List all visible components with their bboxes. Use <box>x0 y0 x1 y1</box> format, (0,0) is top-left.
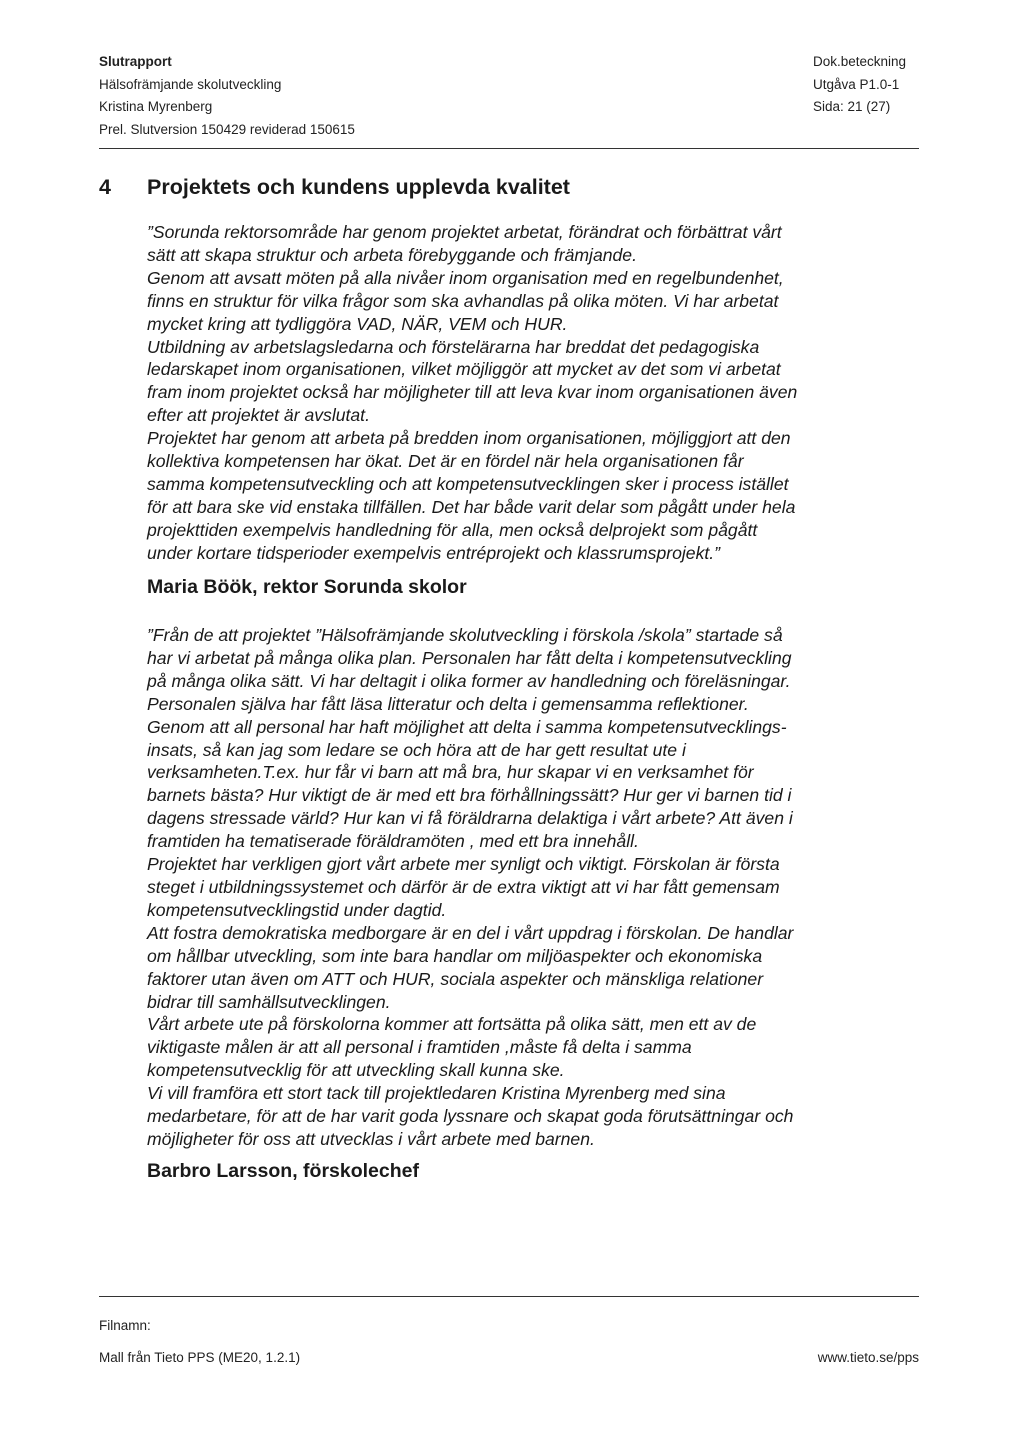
document-type: Slutrapport <box>99 54 172 69</box>
quote-line: insats, så kan jag som ledare se och höra att de har gett resultat ute i <box>147 739 686 760</box>
quote-line: mycket kring att tydliggöra VAD, NÄR, VEM och HUR. <box>147 313 568 334</box>
quote-line: Projektet har verkligen gjort vårt arbete mer synligt och viktigt. Förskolan är första <box>147 854 780 875</box>
section-heading <box>99 172 570 202</box>
quote-line: ”Från de att projektet ”Hälsofrämjande skolutveckling i förskola /skola” startade så <box>147 625 783 645</box>
quote-line: om hållbar utveckling, som inte bara handlar om miljöaspekter och ekonomiska <box>147 945 763 966</box>
quote-line: på många olika sätt. Vi har deltagit i olika former av handledning och föreläsningar. <box>147 670 791 691</box>
doc-id-label: Dok.beteckning <box>813 54 907 69</box>
quote-line: Att fostra demokratiska medborgare är en del i vårt uppdrag i förskolan. De handlar <box>147 922 794 943</box>
quote-line: ”Sorunda rektorsområde har genom projektet arbetat, förändrat och förbättrat vårt <box>147 222 782 242</box>
header-right <box>813 51 906 119</box>
page-header <box>99 51 919 161</box>
edition: Utgåva P1.0-1 <box>813 76 900 92</box>
quote-line: Vi vill framföra ett stort tack till projektledaren Kristina Myrenberg med sina <box>147 1083 726 1104</box>
template-note: Mall från Tieto PPS (ME20, 1.2.1) <box>99 1350 301 1365</box>
quote-line: har vi arbetat på många olika plan. Personalen har fått delta i kompetensutveckling <box>147 647 792 668</box>
quote-line: under kortare tidsperioder exempelvis entréprojekt och klassrumsprojekt.” <box>147 542 721 563</box>
quote-line: steget i utbildningssystemet och därför är de extra viktigt att vi har fått gemensam <box>147 876 780 897</box>
quote-line: faktorer utan även om ATT och HUR, sociala aspekter och mänskliga relationer <box>147 968 764 989</box>
quote-line: möjligheter för oss att utvecklas i vårt arbete med barnen. <box>147 1128 595 1149</box>
quote-line: Projektet har genom att arbeta på bredden inom organisationen, möjliggjort att den <box>147 428 791 449</box>
version-note: Prel. Slutversion 150429 reviderad 150615 <box>99 121 355 137</box>
quote-line: Personalen själva har fått läsa litteratur och delta i gemensamma reflektioner. <box>147 693 749 714</box>
quote-line: kompetensutvecklig för att utveckling skall kunna ske. <box>147 1060 565 1081</box>
quote-line: fram inom projektet också har möjligheter till att leva kvar inom organisationen även <box>147 382 798 403</box>
quote-line: sätt att skapa struktur och arbeta förebyggande och främjande. <box>147 244 637 265</box>
project-name: Hälsofrämjande skolutveckling <box>99 76 282 92</box>
page-number: Sida: 21 (27) <box>813 99 891 114</box>
file-name-label: Filnamn: <box>99 1318 151 1333</box>
quote-line: dagens stressade värld? Hur kan vi få föräldrarna delaktiga i vårt arbete? Att även i <box>147 808 793 829</box>
quote-line: barnets bästa? Hur viktigt de är med ett bra förhållningssätt? Hur ger vi barnen tid i <box>147 785 792 806</box>
header-left <box>99 51 355 141</box>
section-number: 4 <box>99 175 111 199</box>
header-divider <box>99 148 919 149</box>
author-name: Kristina Myrenberg <box>99 99 213 114</box>
quote-line: finns en struktur för vilka frågor som ska avhandlas på olika möten. Vi har arbetat <box>147 290 779 311</box>
quote-line: för att bara ske vid enstaka tillfällen. Det har både varit delar som pågått under hela <box>147 496 796 517</box>
quote-line: Vårt arbete ute på förskolorna kommer att fortsätta på olika sätt, men ett av de <box>147 1014 757 1035</box>
quote-line: Genom att all personal har haft möjlighet att delta i samma kompetensutvecklings- <box>147 716 787 737</box>
quote-line: framtiden ha tematiserade föräldramöten , med ett bra innehåll. <box>147 831 639 852</box>
quote-forskola <box>147 624 907 1151</box>
quote-line: kompetensutvecklingstid under dagtid. <box>147 899 447 920</box>
quote-line: kollektiva kompetensen har ökat. Det är en fördel när hela organisationen får <box>147 451 744 472</box>
footer-divider <box>99 1296 919 1297</box>
quote-line: samma kompetensutveckling och att kompetensutvecklingen sker i process istället <box>147 473 789 494</box>
quote-line: Genom att avsatt möten på alla nivåer inom organisation med en regelbundenhet, <box>147 267 784 288</box>
quote-line: Utbildning av arbetslagsledarna och förstelärarna har breddat det pedagogiska <box>147 336 760 357</box>
quote-line: viktigaste målen är att all personal i framtiden ,måste få delta i samma <box>147 1037 692 1058</box>
quote-line: efter att projektet är avslutat. <box>147 405 370 426</box>
signature-barbro-larsson: Barbro Larsson, förskolechef <box>147 1160 419 1182</box>
page-footer <box>99 1318 919 1378</box>
quote-line: verksamheten.T.ex. hur får vi barn att må bra, hur skapar vi en verksamhet för <box>147 762 754 783</box>
quote-line: projekttiden exempelvis handledning för alla, men också delprojekt som pågått <box>147 519 758 540</box>
quote-line: ledarskapet inom organisationen, vilket möjliggör att mycket av det som vi arbetat <box>147 359 781 380</box>
quote-line: bidrar till samhällsutvecklingen. <box>147 991 391 1012</box>
section-title: Projektets och kundens upplevda kvalitet <box>147 175 570 199</box>
quote-sorunda <box>147 221 907 565</box>
signature-maria-book: Maria Böök, rektor Sorunda skolor <box>147 576 467 598</box>
quote-line: medarbetare, för att de har varit goda lyssnare och skapat goda förutsättningar och <box>147 1106 794 1127</box>
website-link: www.tieto.se/pps <box>817 1350 919 1365</box>
